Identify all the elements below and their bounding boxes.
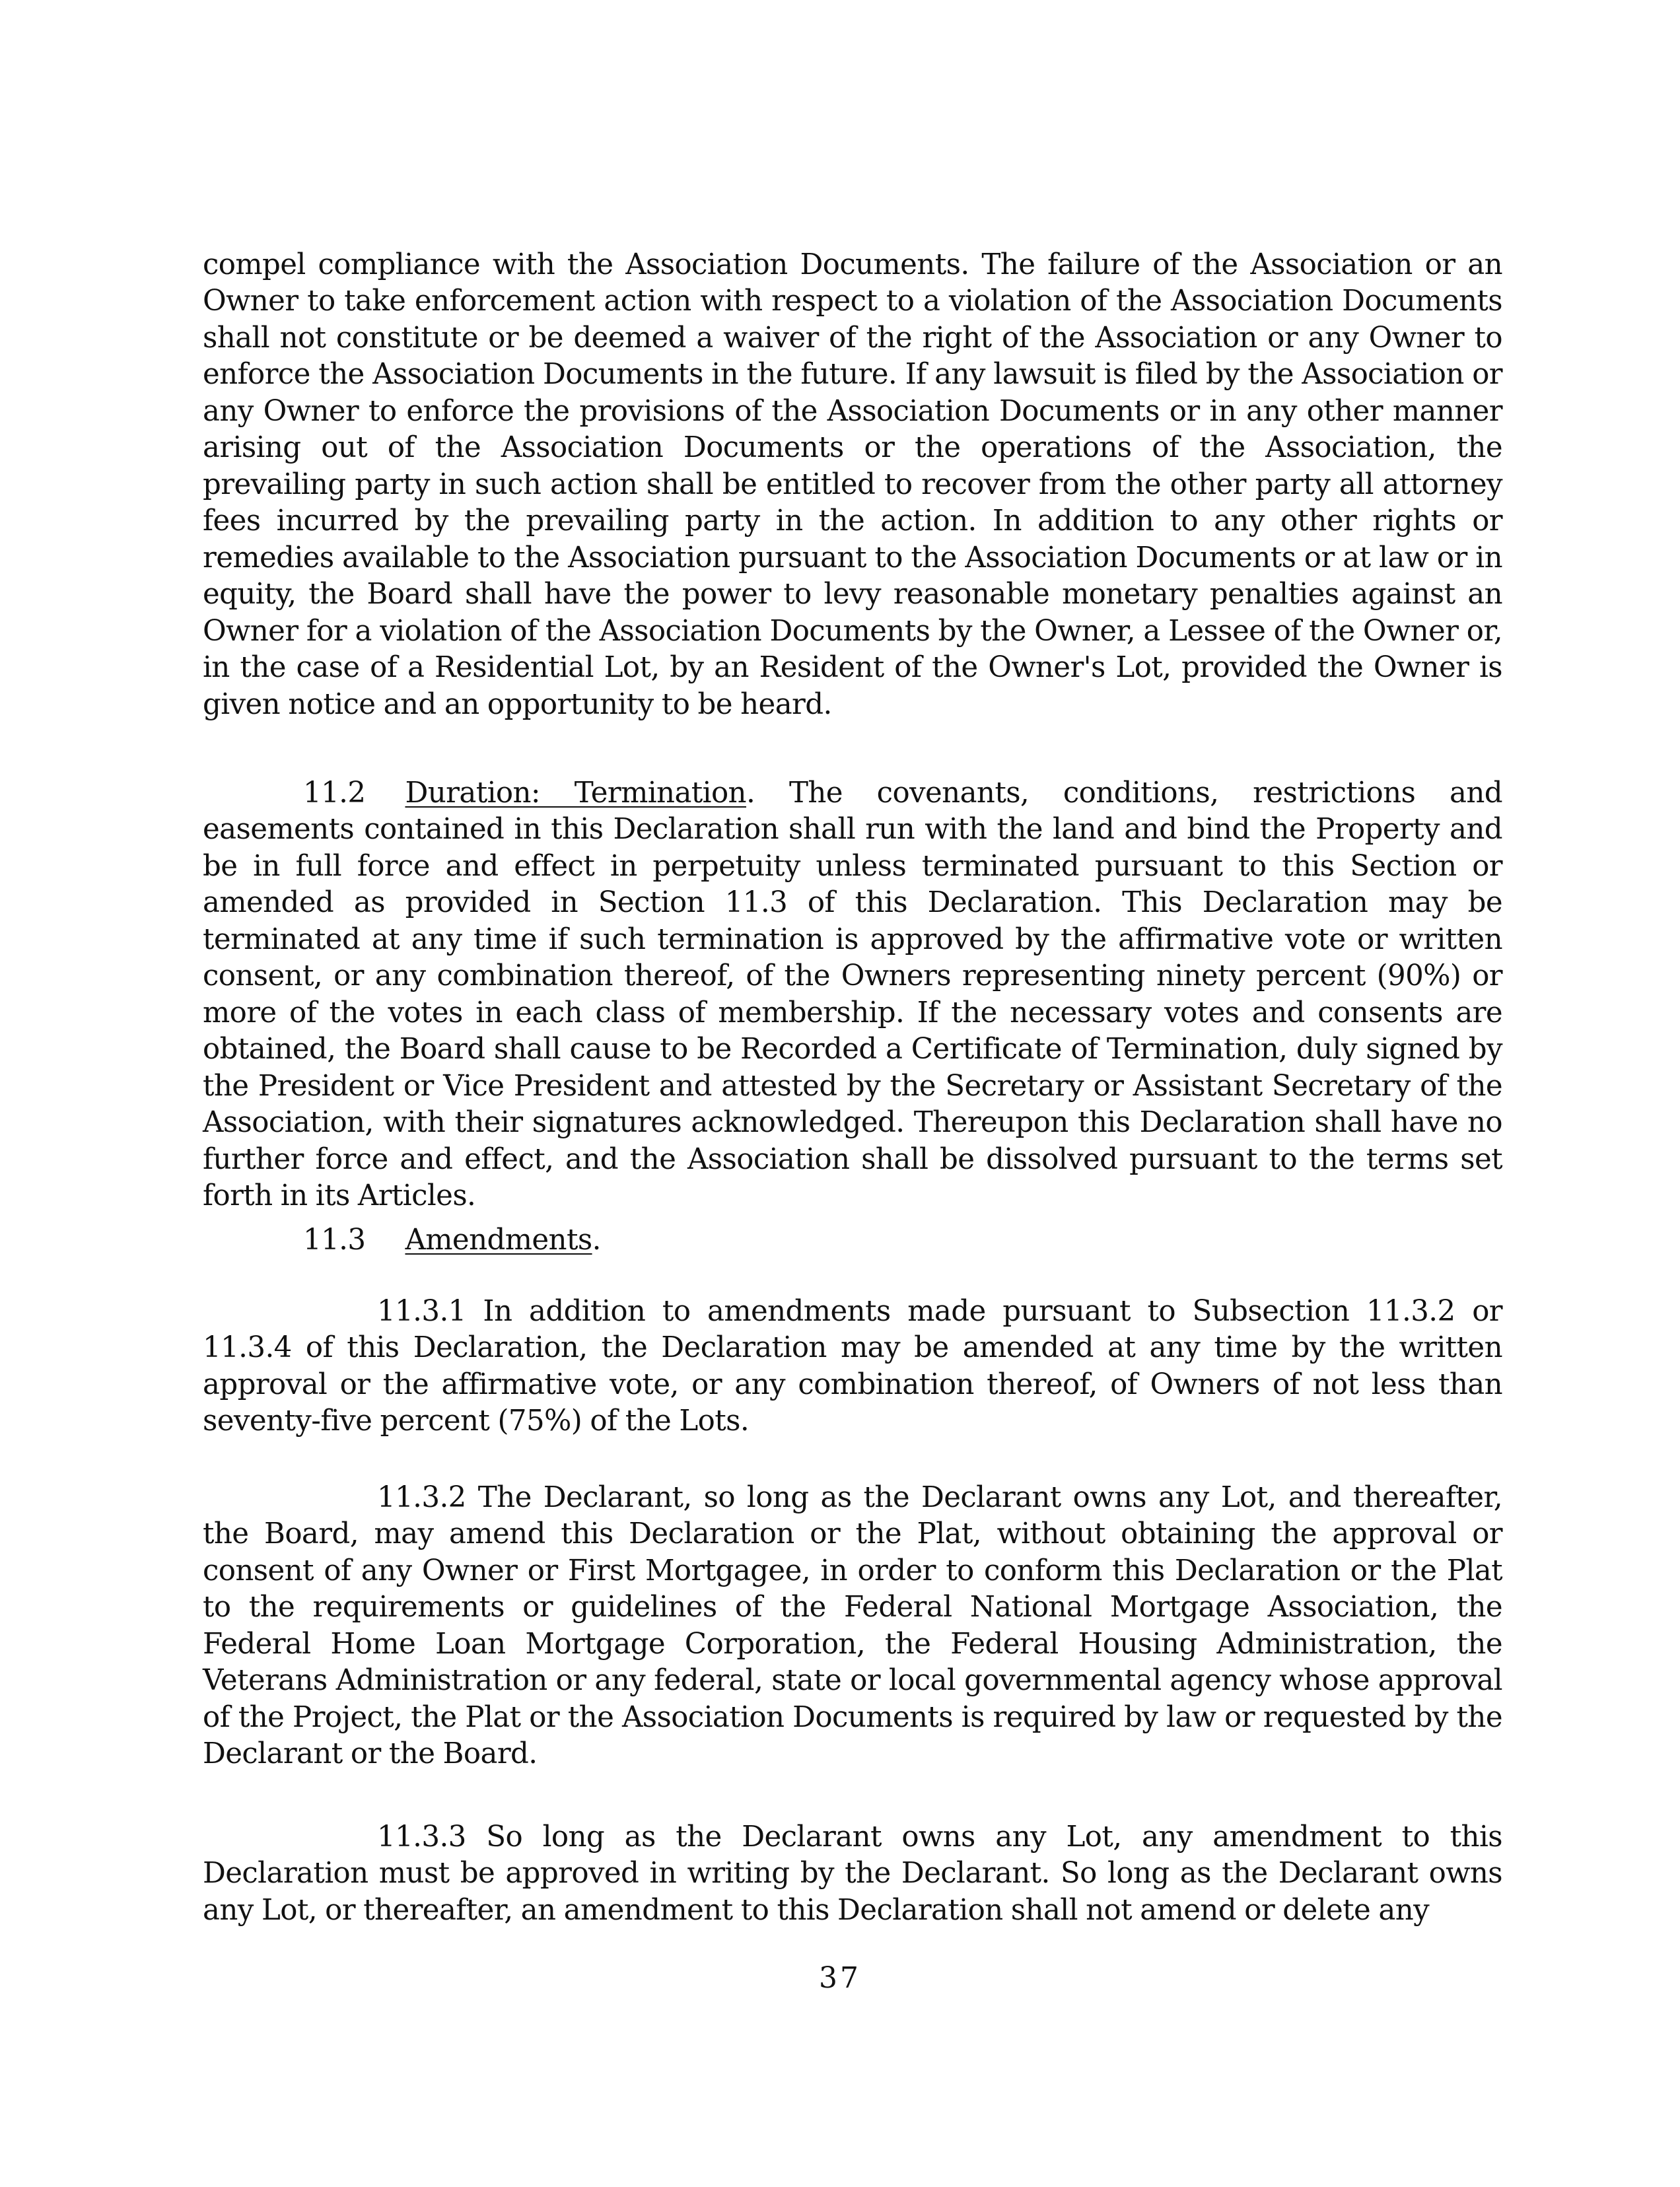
section-heading: Amendments xyxy=(405,1223,592,1257)
section-number: 11.3 xyxy=(303,1223,366,1257)
section-body: The covenants, conditions, restrictions and easements contained in this Declaration shall run with the land and bind the Property and be in full force and effect in perpetuity unless terminated pursuant to this Section or amended as provided in Section 11.3 of this Declaration. This Declaration may be terminated at any time if such termination is approved by the affirmative vote or written consent, or any combination thereof, of the Owners representing ninety percent (90%) or more of the votes in each class of membership. If the necessary votes and consents are obtained, the Board shall cause to be Recorded a Certificate of Termination, duly signed by the President or Vice President and attested by the Secretary or Assistant Secretary of the Association, with their signatures acknowledged. Thereupon this Declaration shall have no further force and effect, and the Association shall be dissolved pursuant to the terms set forth in its Articles. xyxy=(203,776,1502,1212)
subsection-11-3-2: 11.3.2 The Declarant, so long as the Declarant owns any Lot, and thereafter, the Board, may amend this Declaration or the Plat, without obtaining the approval or consent of any Owner or First Mortgagee, in order to conform this Declaration or the Plat to the requirements or guidelines of the Federal National Mortgage Association, the Federal Home Loan Mortgage Corporation, the Federal Housing Administration, the Veterans Administration or any federal, state or local governmental agency whose approval of the Project, the Plat or the Association Documents is required by law or requested by the Declarant or the Board. xyxy=(203,1480,1502,1770)
paragraph-enforcement-continuation: compel compliance with the Association Documents. The failure of the Association or an Owner to take enforcement action with respect to a violation of the Association Documents shall not constitute or be deemed a waiver of the right of the Association or any Owner to enforce the Association Documents in the future. If any lawsuit is filed by the Association or any Owner to enforce the provisions of the Association Documents or in any other manner arising out of the Association Documents or the operations of the Association, the prevailing party in such action shall be entitled to recover from the other party all attorney fees incurred by the prevailing party in the action. In addition to any other rights or remedies available to the Association pursuant to the Association Documents or at law or in equity, the Board shall have the power to levy reasonable monetary penalties against an Owner for a violation of the Association Documents by the Owner, a Lessee of the Owner or, in the case of a Residential Lot, by an Resident of the Owner's Lot, provided the Owner is given notice and an opportunity to be heard. xyxy=(203,248,1502,721)
section-heading: Duration: Termination xyxy=(405,776,746,810)
section-11-2 xyxy=(203,775,1502,1215)
heading-punctuation: . xyxy=(592,1223,601,1257)
subsection-11-3-1: 11.3.1 In addition to amendments made pursuant to Subsection 11.3.2 or 11.3.4 of this Declaration, the Declaration may be amended at any time by the written approval or the affirmative vote, or any combination thereof, of Owners of not less than seventy-five percent (75%) of the Lots. xyxy=(203,1294,1502,1438)
heading-punctuation: . xyxy=(746,776,755,810)
subsection-11-3-3: 11.3.3 So long as the Declarant owns any Lot, any amendment to this Declaration must be approved in writing by the Declarant. So long as the Declarant owns any Lot, or thereafter, an amendment to this Declaration shall not amend or delete any xyxy=(203,1820,1502,1927)
page-number: 37 xyxy=(819,1961,861,1995)
section-number: 11.2 xyxy=(303,776,366,810)
section-11-3 xyxy=(203,1222,1502,1259)
